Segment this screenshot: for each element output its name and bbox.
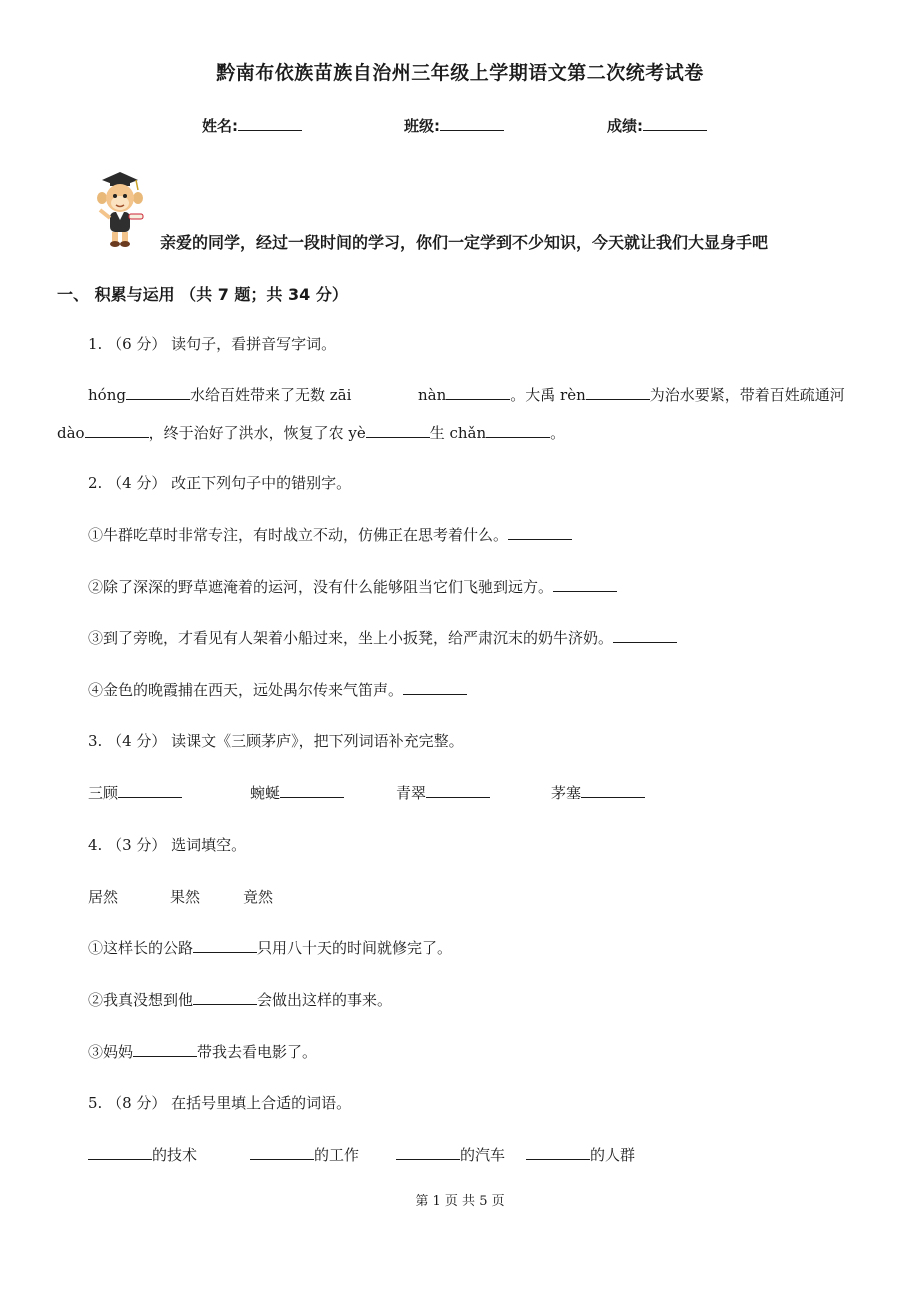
q2-sentence-1 bbox=[88, 524, 572, 545]
q1-pinyin-dao: dào bbox=[57, 424, 85, 442]
section-heading: 一、 积累与运用 （共 7 题；共 34 分） bbox=[57, 285, 348, 304]
q1-text: 。 bbox=[550, 424, 566, 442]
q2-sentence-3 bbox=[88, 627, 677, 648]
answer-blank[interactable] bbox=[280, 784, 344, 798]
q1-text: 。大禹 rèn bbox=[510, 386, 586, 404]
answer-blank[interactable] bbox=[118, 784, 182, 798]
answer-blank[interactable] bbox=[193, 991, 257, 1005]
answer-blank[interactable] bbox=[446, 386, 510, 400]
q1-pinyin-nan: nàn bbox=[418, 386, 447, 404]
answer-blank[interactable] bbox=[553, 578, 617, 592]
q1-text: 为治水要紧，带着百姓疏通河 bbox=[649, 386, 845, 404]
answer-blank[interactable] bbox=[613, 629, 677, 643]
answer-blank[interactable] bbox=[426, 784, 490, 798]
q2-sentence-text: ②除了深深的野草遮淹着的运河，没有什么能够阻当它们飞驰到远方。 bbox=[88, 578, 554, 596]
q4-sentence-text: ①这样长的公路 bbox=[88, 939, 194, 957]
q1-text: 水给百姓带来了无数 zāi bbox=[189, 386, 352, 404]
q3-word-text: 茅塞 bbox=[551, 784, 582, 802]
score-field bbox=[607, 115, 707, 136]
q1-text: 生 chǎn bbox=[429, 424, 487, 442]
q4-header: 4. （3 分） 选词填空。 bbox=[88, 836, 247, 854]
answer-blank[interactable] bbox=[586, 386, 650, 400]
q4-option-3: 竟然 bbox=[243, 888, 274, 906]
q3-word-4 bbox=[551, 782, 645, 803]
name-label: 姓名: bbox=[202, 117, 238, 135]
answer-blank[interactable] bbox=[133, 1043, 197, 1057]
q4-sentence-text: 会做出这样的事来。 bbox=[257, 991, 393, 1009]
answer-blank[interactable] bbox=[85, 424, 149, 438]
q4-sentence-text: 只用八十天的时间就修完了。 bbox=[257, 939, 453, 957]
answer-blank[interactable] bbox=[403, 681, 467, 695]
q4-sentence-1 bbox=[88, 937, 452, 958]
q2-sentence-text: ④金色的晚霞捕在西天，远处禺尔传来气笛声。 bbox=[88, 681, 404, 699]
q2-sentence-4 bbox=[88, 679, 467, 700]
q5-word-text: 的人群 bbox=[590, 1146, 636, 1164]
answer-blank[interactable] bbox=[193, 939, 257, 953]
class-field bbox=[404, 115, 504, 136]
q4-sentence-text: 带我去看电影了。 bbox=[197, 1043, 318, 1061]
q1-line1b bbox=[418, 384, 845, 405]
graduate-mascot-icon bbox=[88, 168, 152, 248]
q1-text: ，终于治好了洪水，恢复了农 yè bbox=[148, 424, 366, 442]
q5-word-text: 的工作 bbox=[314, 1146, 360, 1164]
q5-word-text: 的技术 bbox=[152, 1146, 198, 1164]
greeting-text: 亲爱的同学，经过一段时间的学习，你们一定学到不少知识，今天就让我们大显身手吧 bbox=[160, 233, 769, 252]
answer-blank[interactable] bbox=[396, 1146, 460, 1160]
q1-header: 1. （6 分） 读句子，看拼音写字词。 bbox=[88, 335, 337, 353]
answer-blank[interactable] bbox=[366, 424, 430, 438]
answer-blank[interactable] bbox=[88, 1146, 152, 1160]
q3-word-3 bbox=[396, 782, 490, 803]
exam-title: 黔南布依族苗族自治州三年级上学期语文第二次统考试卷 bbox=[216, 62, 704, 84]
name-blank[interactable] bbox=[238, 116, 302, 131]
answer-blank[interactable] bbox=[126, 386, 190, 400]
q2-sentence-text: ①牛群吃草时非常专注，有时战立不动，仿佛正在思考着什么。 bbox=[88, 526, 509, 544]
q1-line1a bbox=[88, 384, 351, 405]
q2-sentence-2 bbox=[88, 576, 617, 597]
q1-pinyin-hong: hóng bbox=[88, 386, 126, 404]
name-field bbox=[202, 115, 302, 136]
score-blank[interactable] bbox=[643, 116, 707, 131]
q3-word-text: 青翠 bbox=[396, 784, 427, 802]
q3-word-text: 三顾 bbox=[88, 784, 119, 802]
q4-option-1: 居然 bbox=[88, 888, 119, 906]
q4-option-2: 果然 bbox=[170, 888, 201, 906]
q2-header: 2. （4 分） 改正下列句子中的错别字。 bbox=[88, 474, 352, 492]
answer-blank[interactable] bbox=[508, 526, 572, 540]
answer-blank[interactable] bbox=[526, 1146, 590, 1160]
q5-item-1 bbox=[88, 1144, 197, 1165]
q4-sentence-2 bbox=[88, 989, 392, 1010]
q2-sentence-text: ③到了旁晚，才看见有人架着小船过来，坐上小扳凳，给严肃沉末的奶牛济奶。 bbox=[88, 629, 614, 647]
q3-word-1 bbox=[88, 782, 182, 803]
q3-header: 3. （4 分） 读课文《三顾茅庐》，把下列词语补充完整。 bbox=[88, 732, 464, 750]
q4-sentence-3 bbox=[88, 1041, 317, 1062]
q4-sentence-text: ②我真没想到他 bbox=[88, 991, 194, 1009]
answer-blank[interactable] bbox=[250, 1146, 314, 1160]
score-label: 成绩: bbox=[607, 117, 643, 135]
q3-word-2 bbox=[250, 782, 344, 803]
page-footer: 第 1 页 共 5 页 bbox=[415, 1194, 505, 1209]
q5-header: 5. （8 分） 在括号里填上合适的词语。 bbox=[88, 1094, 352, 1112]
class-blank[interactable] bbox=[440, 116, 504, 131]
q4-sentence-text: ③妈妈 bbox=[88, 1043, 134, 1061]
q5-item-4 bbox=[526, 1144, 635, 1165]
answer-blank[interactable] bbox=[581, 784, 645, 798]
q5-item-3 bbox=[396, 1144, 505, 1165]
answer-blank[interactable] bbox=[486, 424, 550, 438]
q5-word-text: 的汽车 bbox=[460, 1146, 506, 1164]
class-label: 班级: bbox=[404, 117, 440, 135]
q5-item-2 bbox=[250, 1144, 359, 1165]
q1-line2 bbox=[57, 422, 565, 443]
q3-word-text: 蜿蜒 bbox=[250, 784, 281, 802]
